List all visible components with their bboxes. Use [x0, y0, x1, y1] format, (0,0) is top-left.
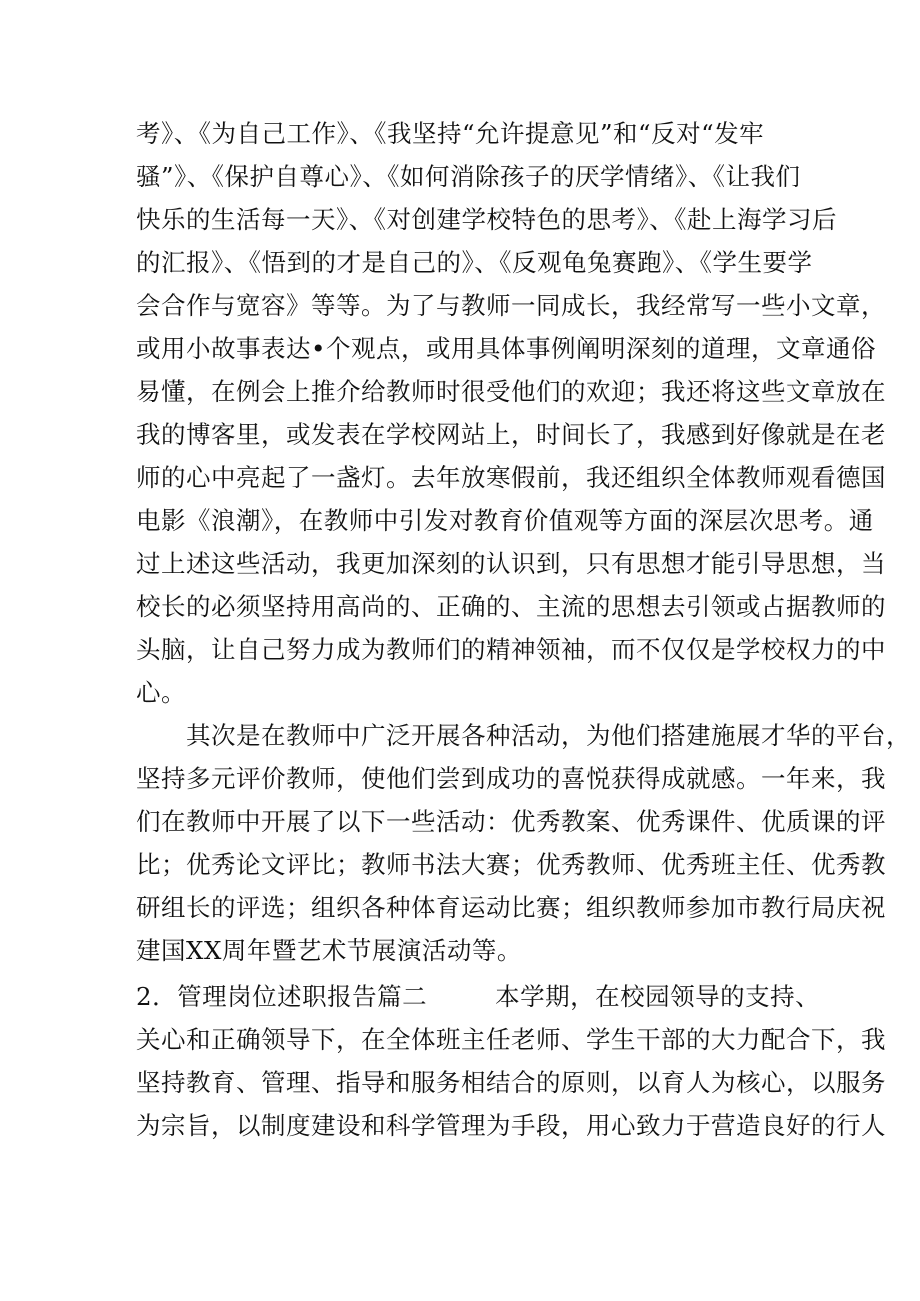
text-line: 电影《浪潮》，在教师中引发对教育价值观等方面的深层次思考。通 [136, 506, 874, 535]
text-line: 的汇报》、《悟到的才是自己的》、《反观龟兔赛跑》、《学生要学 [136, 248, 813, 277]
text-line: 校长的必须坚持用高尚的、正确的、主流的思想去引领或占据教师的 [136, 592, 886, 621]
text-line: 研组长的评选；组织各种体育运动比赛；组织教师参加市教行局庆祝 [136, 893, 886, 922]
text-line: 会合作与宽容》等等。为了与教师一同成长，我经常写一些小文章， [136, 291, 886, 320]
text-line: 或用小故事表达•个观点，或用具体事例阐明深刻的道理，文章通俗 [136, 334, 876, 363]
text-line: 过上述这些活动，我更加深刻的认识到，只有思想才能引导思想，当 [136, 549, 886, 578]
text-line: 关心和正确领导下，在全体班主任老师、学生干部的大力配合下，我 [136, 1025, 886, 1054]
section-heading: 2．管理岗位述职报告篇二 [136, 982, 428, 1011]
text-line: 比；优秀论文评比；教师书法大赛；优秀教师、优秀班主任、优秀教 [136, 850, 886, 879]
text-line: 坚持教育、管理、指导和服务相结合的原则，以育人为核心，以服务 [136, 1068, 886, 1097]
text-line: 坚持多元评价教师，使他们尝到成功的喜悦获得成就感。一年来，我 [136, 764, 886, 793]
text-line: 们在教师中开展了以下一些活动：优秀教案、优秀课件、优质课的评 [136, 807, 886, 836]
text-line: 其次是在教师中广泛开展各种活动，为他们搭建施展才华的平台， [136, 721, 911, 750]
text-line: 快乐的生活每一天》、《对创建学校特色的思考》、《赴上海学习后 [136, 205, 837, 234]
section-heading-line [136, 980, 821, 1014]
text-line: 头脑，让自己努力成为教师们的精神领袖，而不仅仅是学校权力的中 [136, 635, 886, 664]
heading-continuation: 本学期，在校园领导的支持、 [495, 982, 821, 1011]
text-line: 建国XX周年暨艺术节展演活动等。 [136, 936, 522, 965]
text-line: 我的博客里，或发表在学校网站上，时间长了，我感到好像就是在老 [136, 420, 886, 449]
text-line: 考》、《为自己工作》、《我坚持“允许提意见”和“反对“发牢 [136, 119, 765, 148]
text-line: 骚”》、《保护自尊心》、《如何消除孩子的厌学情绪》、《让我们 [136, 162, 801, 191]
text-line: 为宗旨，以制度建设和科学管理为手段，用心致力于营造良好的行人 [136, 1111, 886, 1140]
text-line: 易懂，在例会上推介给教师时很受他们的欢迎；我还将这些文章放在 [136, 377, 886, 406]
text-line: 心。 [136, 678, 186, 707]
text-line: 师的心中亮起了一盏灯。去年放寒假前，我还组织全体教师观看德国 [136, 463, 886, 492]
